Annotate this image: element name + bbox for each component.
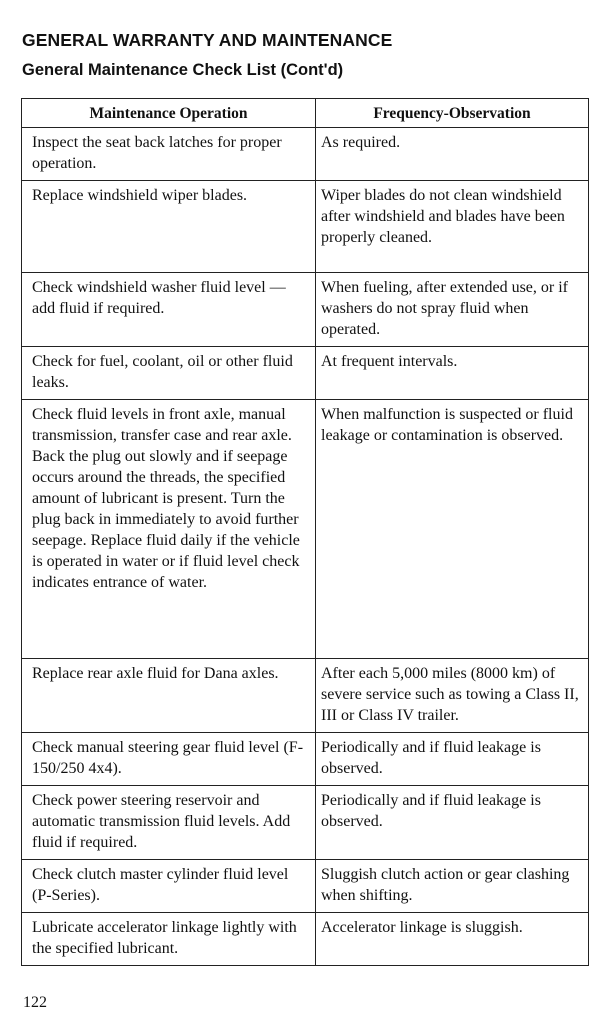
operation-cell: Inspect the seat back latches for proper operation.: [22, 128, 316, 181]
operation-cell: Check manual steering gear fluid level (F-150/250 4x4).: [22, 733, 316, 786]
frequency-cell: Sluggish clutch action or gear clashing when shifting.: [316, 860, 589, 913]
table-row: [22, 273, 589, 347]
frequency-cell: After each 5,000 miles (8000 km) of severe service such as towing a Class II, III or Class IV trailer.: [316, 659, 589, 733]
column-header-operation: Maintenance Operation: [22, 99, 316, 128]
table-row: [22, 733, 589, 786]
column-header-frequency: Frequency-Observation: [316, 99, 589, 128]
table-header-row: [22, 99, 589, 128]
table-row: [22, 400, 589, 659]
operation-cell: Replace rear axle fluid for Dana axles.: [22, 659, 316, 733]
operation-cell: Replace windshield wiper blades.: [22, 181, 316, 273]
page-title: GENERAL WARRANTY AND MAINTENANCE: [22, 30, 393, 50]
table-body: [22, 128, 589, 966]
page-number: 122: [23, 994, 47, 1011]
table-row: [22, 659, 589, 733]
operation-cell: Check fluid levels in front axle, manual transmission, transfer case and rear axle. Back the plug out slowly and if seepage occurs around the threads, the specified amount of lubricant is present. Turn the plug back in immediately to avoid further seepage. Replace fluid daily if the vehicle is operated in water or if fluid level check indicates entrance of water.: [22, 400, 316, 659]
table-row: [22, 913, 589, 966]
table-row: [22, 786, 589, 860]
operation-cell: Check windshield washer fluid level — add fluid if required.: [22, 273, 316, 347]
frequency-cell: As required.: [316, 128, 589, 181]
table-row: [22, 347, 589, 400]
frequency-cell: When fueling, after extended use, or if washers do not spray fluid when operated.: [316, 273, 589, 347]
frequency-cell: When malfunction is suspected or fluid leakage or contamination is observed.: [316, 400, 589, 659]
table-row: [22, 128, 589, 181]
operation-cell: Check clutch master cylinder fluid level (P-Series).: [22, 860, 316, 913]
frequency-cell: Accelerator linkage is sluggish.: [316, 913, 589, 966]
operation-cell: Lubricate accelerator linkage lightly with the specified lubricant.: [22, 913, 316, 966]
table-header: [22, 99, 589, 128]
frequency-cell: Wiper blades do not clean windshield after windshield and blades have been properly cleaned.: [316, 181, 589, 273]
frequency-cell: At frequent intervals.: [316, 347, 589, 400]
operation-cell: Check for fuel, coolant, oil or other fluid leaks.: [22, 347, 316, 400]
table-row: [22, 860, 589, 913]
section-subtitle: General Maintenance Check List (Cont'd): [22, 61, 344, 79]
frequency-cell: Periodically and if fluid leakage is observed.: [316, 786, 589, 860]
table-row: [22, 181, 589, 273]
operation-cell: Check power steering reservoir and automatic transmission fluid levels. Add fluid if required.: [22, 786, 316, 860]
frequency-cell: Periodically and if fluid leakage is observed.: [316, 733, 589, 786]
maintenance-checklist-table: [21, 98, 589, 966]
